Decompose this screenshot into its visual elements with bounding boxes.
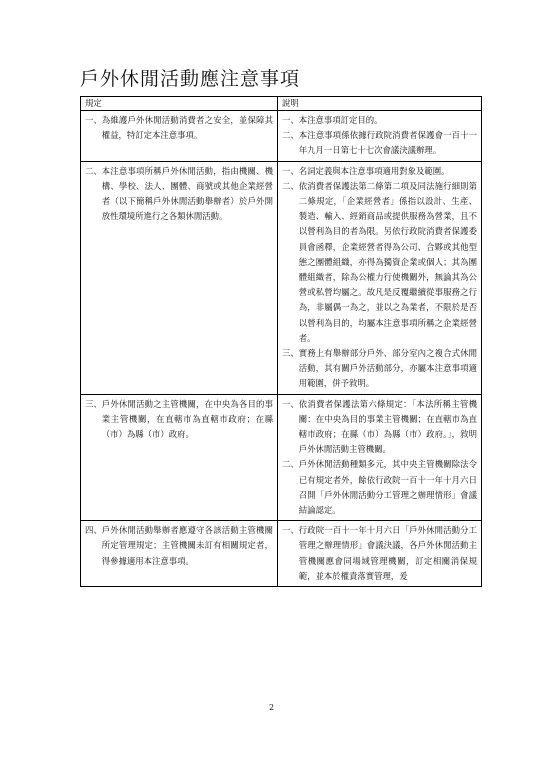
note-item (282, 164, 477, 179)
note-text: 行政院一百十一年十月六日「戶外休閒活動分工管理之辦理情形」會議決議，各戶外休閒活動主管機關應會同場域管理機關，訂定相關消保規範，並本於權責落實管理，爰 (298, 525, 477, 581)
rule-item (85, 397, 273, 443)
note-item (282, 113, 477, 128)
note-number: 一、 (282, 115, 299, 125)
note-number: 一、 (282, 165, 299, 176)
note-item (282, 128, 477, 158)
note-text: 依消費者保護法第六條規定：「本法所稱主管機關：在中央為目的事業主管機關；在直轄市為直轄市政府；在縣（市）為縣（市）政府。」，敘明戶外休閒活動主管機關。 (298, 398, 477, 455)
note-text: 本注意事項訂定目的。 (298, 115, 383, 125)
note-number: 二、 (282, 459, 299, 470)
rule-item (85, 164, 273, 225)
note-number: 二、 (282, 130, 299, 141)
note-item (282, 523, 477, 584)
note-text: 戶外休閒活動種類多元，其中央主管機關除法令已有規定者外，餘依行政院一百十一年十月六日召開「戶外休閒活動分工管理之辦理情形」會議結論認定。 (298, 459, 477, 516)
rule-text: 為維護戶外休閒活動消費者之安全，並保障其權益，特訂定本注意事項。 (101, 115, 273, 141)
page-number: 2 (268, 703, 275, 712)
rule-number: 一、 (85, 115, 102, 125)
note-text: 名詞定義與本注意事項適用對象及範圍。 (298, 165, 450, 176)
notes-cell (278, 161, 482, 394)
rule-item (85, 113, 273, 143)
table-header-row (81, 97, 482, 111)
rule-cell (81, 394, 278, 521)
rules-table (80, 96, 482, 587)
note-item (282, 346, 477, 392)
rule-number: 四、 (85, 525, 102, 536)
table-row (81, 161, 482, 394)
header-notes: 說明 (278, 97, 482, 111)
rule-text: 本注意事項所稱戶外休閒活動，指由機關、機構、學校、法人、團體、商號或其他企業經營者（以下簡稱戶外休閒活動舉辦者）於戶外開放性環境所進行之各類休閒活動。 (101, 165, 273, 222)
note-number: 一、 (282, 525, 299, 536)
rule-item (85, 523, 273, 569)
rule-text: 戶外休閒活動之主管機關，在中央為各目的事業主管機關，在直轄市為直轄市政府；在縣（市）為縣（市）政府。 (101, 398, 273, 440)
note-number: 三、 (282, 348, 299, 359)
note-text: 本注意事項係依據行政院消費者保護會一百十一年九月一日第七十七次會議決議辦理。 (298, 130, 477, 156)
rule-number: 三、 (85, 398, 102, 409)
notes-cell (278, 394, 482, 521)
rule-text: 戶外休閒活動舉辦者應遵守各該活動主管機關所定管理規定；主管機關未訂有相關規定者，得參據適用本注意事項。 (101, 525, 273, 566)
notes-cell (278, 521, 482, 587)
rule-number: 二、 (85, 165, 102, 176)
rule-cell (81, 111, 278, 162)
note-text: 依消費者保護法第二條第二項及同法施行細則第二條規定，「企業經營者」係指以設計、生產、製造、輸入、經銷商品或提供服務為營業，且不以營利為目的者為限。另依行政院消費者保護委員會函釋，企業經營者得為公司、合夥或其他型態之團體組織，亦得為獨資企業或個人；其為團體組織者，除為公權力行使機關外，無論其為公營或私營均屬之。故凡是反覆繼續從事服務之行為，非屬偶一為之，並以之為業者，不限於是否以營利為目的，均屬本注意事項所稱之企業經營者。 (298, 180, 477, 343)
table-row (81, 521, 482, 587)
rule-cell (81, 521, 278, 587)
rule-cell (81, 161, 278, 394)
notes-cell (278, 111, 482, 162)
table-row (81, 111, 482, 162)
note-text: 實務上有舉辦部分戶外、部分室內之複合式休閒活動，其有關戶外活動部分，亦屬本注意事項適用範圍，併予敘明。 (298, 348, 477, 389)
note-item (282, 397, 477, 458)
note-number: 二、 (282, 180, 299, 191)
header-rule: 規定 (81, 97, 278, 111)
note-item (282, 179, 477, 346)
note-number: 一、 (282, 398, 299, 409)
page-title: 戶外休閒活動應注意事項 (80, 68, 301, 90)
note-item (282, 457, 477, 518)
table-row (81, 394, 482, 521)
